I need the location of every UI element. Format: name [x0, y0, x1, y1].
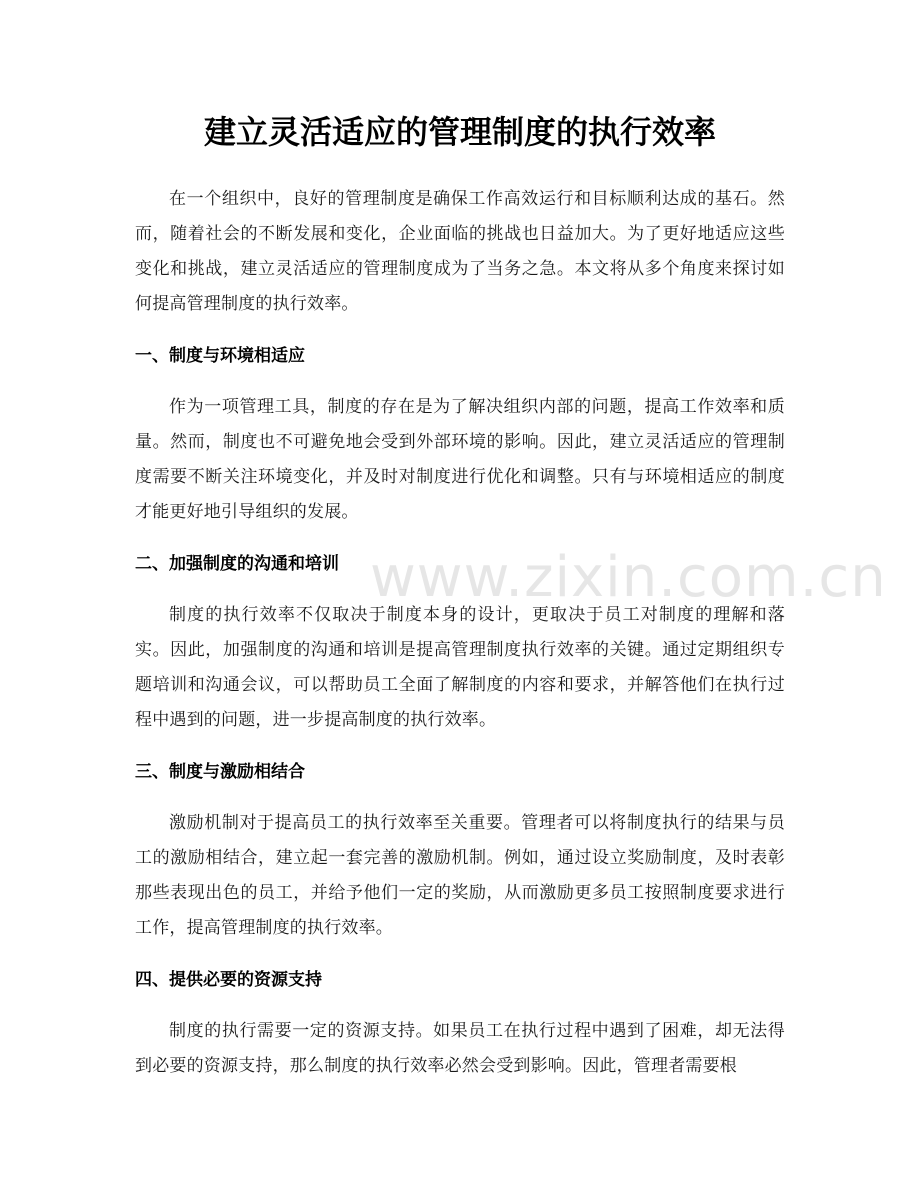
section-body-4: 制度的执行需要一定的资源支持。如果员工在执行过程中遇到了困难，却无法得到必要的资源支持，那么制度的执行效率必然会受到影响。因此，管理者需要根	[135, 1021, 785, 1076]
section-heading-2: 二、加强制度的沟通和培训	[135, 554, 339, 574]
section-body-3: 激励机制对于提高员工的执行效率至关重要。管理者可以将制度执行的结果与员工的激励相结合，建立起一套完善的激励机制。例如，通过设立奖励制度，及时表彰那些表现出色的员工，并给予他们一定的奖励，从而激励更多员工按照制度要求进行工作，提高管理制度的执行效率。	[135, 813, 785, 938]
section-body-1: 作为一项管理工具，制度的存在是为了解决组织内部的问题，提高工作效率和质量。然而，制度也不可避免地会受到外部环境的影响。因此，建立灵活适应的管理制度需要不断关注环境变化，并及时对制度进行优化和调整。只有与环境相适应的制度才能更好地引导组织的发展。	[135, 397, 785, 522]
section-body-2: 制度的执行效率不仅取决于制度本身的设计，更取决于员工对制度的理解和落实。因此，加强制度的沟通和培训是提高管理制度执行效率的关键。通过定期组织专题培训和沟通会议，可以帮助员工全面了解制度的内容和要求，并解答他们在执行过程中遇到的问题，进一步提高制度的执行效率。	[135, 605, 785, 730]
document-body	[135, 182, 785, 1084]
section-heading-1: 一、制度与环境相适应	[135, 346, 305, 366]
section-heading-4: 四、提供必要的资源支持	[135, 970, 322, 990]
section-heading-3: 三、制度与激励相结合	[135, 762, 305, 782]
intro-paragraph: 在一个组织中，良好的管理制度是确保工作高效运行和目标顺利达成的基石。然而，随着社会的不断发展和变化，企业面临的挑战也日益加大。为了更好地适应这些变化和挑战，建立灵活适应的管理制度成为了当务之急。本文将从多个角度来探讨如何提高管理制度的执行效率。	[135, 189, 785, 314]
watermark: www.zixin.com.cn	[370, 545, 887, 610]
document-title: 建立灵活适应的管理制度的执行效率	[203, 113, 716, 151]
